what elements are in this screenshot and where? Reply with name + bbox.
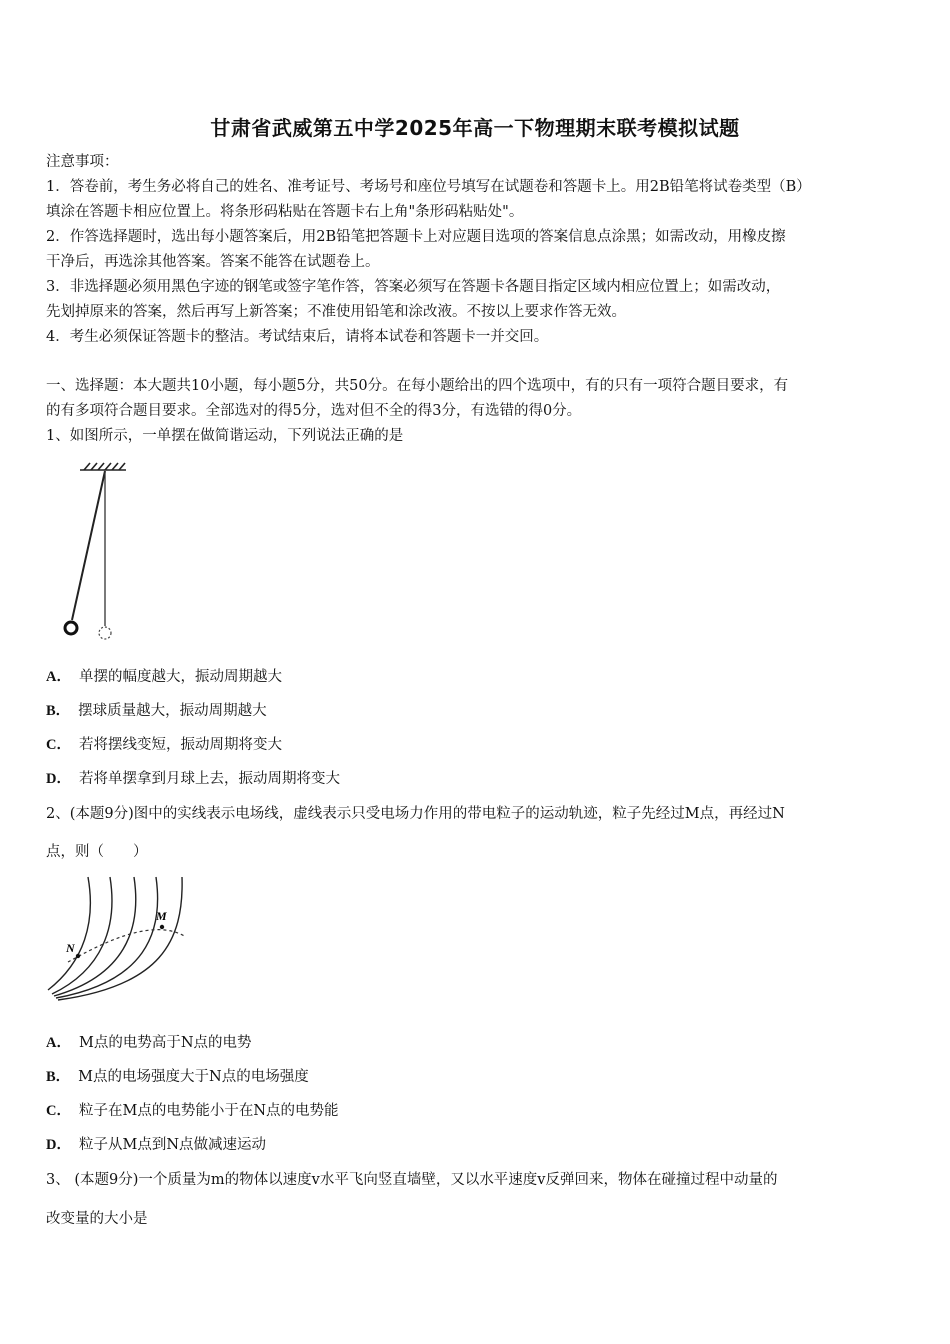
- notice-heading: 注意事项：: [46, 154, 119, 170]
- question-1-option-d: D． 若将单摆拿到月球上去，振动周期将变大: [46, 771, 340, 787]
- question-1-stem: 1、如图所示，一单摆在做简谐运动，下列说法正确的是: [46, 428, 404, 444]
- question-1-option-a: A． 单摆的幅度越大，振动周期越大: [46, 669, 282, 685]
- question-2-option-b: B． M点的电场强度大于N点的电场强度: [46, 1069, 309, 1085]
- point-n-dot: [76, 954, 80, 958]
- notice-line: 先划掉原来的答案，然后再写上新答案；不准使用铅笔和涂改液。不按以上要求作答无效。: [46, 304, 626, 320]
- section-heading: 一、选择题：本大题共10小题，每小题5分，共50分。在每小题给出的四个选项中，有的只有一项符合题目要求，有: [46, 378, 789, 394]
- equilibrium-bob: [99, 627, 111, 639]
- question-2-option-c: C． 粒子在M点的电势能小于在N点的电势能: [46, 1103, 339, 1119]
- notice-line: 1．答卷前，考生务必将自己的姓名、准考证号、考场号和座位号填写在试题卷和答题卡上。用2B铅笔将试卷类型（B）: [46, 179, 811, 195]
- question-3-stem: 3、 (本题9分)一个质量为m的物体以速度v水平飞向竖直墙壁，又以水平速度v反弹回来，物体在碰撞过程中动量的: [46, 1172, 778, 1188]
- question-1-option-b: B． 摆球质量越大，振动周期越大: [46, 703, 267, 719]
- notice-line: 干净后，再选涂其他答案。答案不能答在试题卷上。: [46, 254, 380, 270]
- point-m-label: M: [156, 909, 167, 923]
- notice-line: 3．非选择题必须用黑色字迹的钢笔或签字笔作答，答案必须写在答题卡各题目指定区域内相应位置上；如需改动，: [46, 279, 781, 295]
- electric-field-figure: [44, 872, 194, 1002]
- point-m-dot: [160, 925, 164, 929]
- page-title: 甘肃省武威第五中学2025年高一下物理期末联考模拟试题: [210, 116, 740, 140]
- pendulum-string: [72, 471, 105, 620]
- notice-line: 填涂在答题卡相应位置上。将条形码粘贴在答题卡右上角"条形码粘贴处"。: [46, 204, 524, 220]
- ceiling-support: [80, 463, 126, 470]
- question-2-option-d: D． 粒子从M点到N点做减速运动: [46, 1137, 267, 1153]
- notice-line: 2．作答选择题时，选出每小题答案后，用2B铅笔把答题卡上对应题目选项的答案信息点涂黑；如需改动，用橡皮擦: [46, 229, 786, 245]
- question-2-stem-cont: 点，则（ ）: [46, 844, 148, 860]
- pendulum-figure: [60, 460, 130, 645]
- notice-line: 4．考生必须保证答题卡的整洁。考试结束后，请将本试卷和答题卡一并交回。: [46, 329, 549, 345]
- question-2-option-a: A． M点的电势高于N点的电势: [46, 1035, 252, 1051]
- pendulum-bob: [65, 622, 77, 634]
- point-n-label: N: [66, 941, 75, 955]
- section-heading: 的有多项符合题目要求。全部选对的得5分，选对但不全的得3分，有选错的得0分。: [46, 403, 582, 419]
- field-lines: [48, 877, 182, 1000]
- question-3-stem-cont: 改变量的大小是: [46, 1211, 148, 1227]
- question-1-option-c: C． 若将摆线变短，振动周期将变大: [46, 737, 282, 753]
- question-2-stem: 2、(本题9分)图中的实线表示电场线，虚线表示只受电场力作用的带电粒子的运动轨迹，粒子先经过M点，再经过N: [46, 806, 785, 822]
